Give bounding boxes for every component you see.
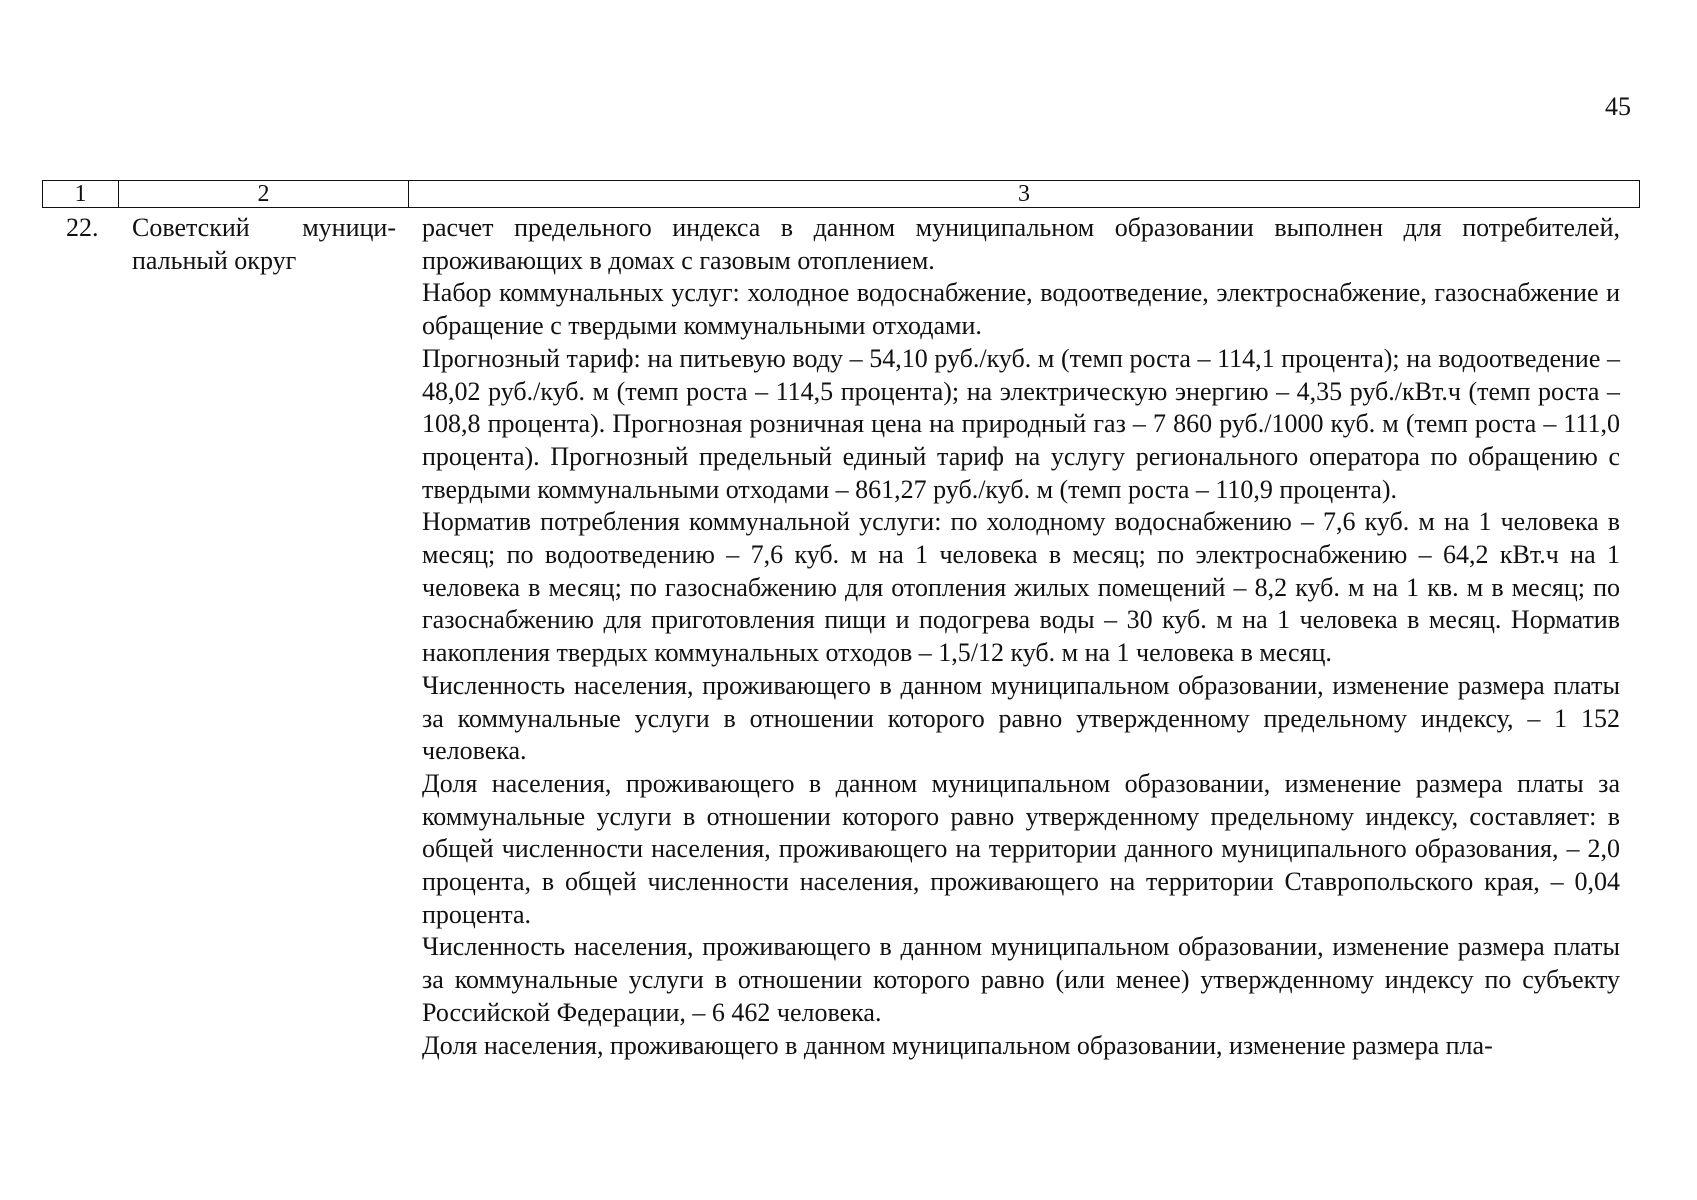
paragraph-calculation: расчет предельного индекса в данном муниципальном образовании выполнен для потребителей, проживающих в домах с газовым отоплением. [422,213,1620,275]
page-number: 45 [1605,92,1631,121]
paragraph-population-share-continued: Доля населения, проживающего в данном муниципальном образовании, изменение размера пла- [422,1030,1493,1060]
column-header-2: 2 [119,181,409,208]
paragraph-population-share: Доля населения, проживающего в данном муниципальном образовании, изменение размера платы за коммунальные услуги в отношении которого равно утвержденному предельному индексу, составляет: в общей численности населения, проживающего на территории данного муниципального образования, – 2,0 процента, в общей численности населения, проживающего на территории Ставропольского края, – 0,04 процента. [422,768,1620,929]
column-header-table [42,180,1640,208]
paragraph-population-count-federal: Численность населения, проживающего в данном муниципальном образовании, изменение размера платы за коммунальные услуги в отношении которого равно (или менее) утвержденному индексу по субъекту Российской Федерации, – 6 462 человека. [422,932,1620,1027]
paragraph-tariffs: Прогнозный тариф: на питьевую воду – 54,10 руб./куб. м (темп роста – 114,1 процента); на водоотведение – 48,02 руб./куб. м (темп роста – 114,5 процента); на электрическую энергию – 4,35 руб./кВт.ч (темп роста – 108,8 процента). Прогнозная розничная цена на природный газ – 7 860 руб./1000 куб. м (темп роста – 111,0 процента). Прогнозный предельный единый тариф на услугу регионального оператора по обращению с твердыми коммунальными отходами – 861,27 руб./куб. м (темп роста – 110,9 процента). [422,343,1620,504]
column-header-row [43,181,1640,208]
row-number: 22. [66,213,99,242]
municipality-name-part3: пальный округ [132,245,297,275]
municipality-name-part1: Советский [132,213,250,242]
municipality-name-line1 [132,212,396,245]
municipality-name [132,212,396,277]
municipality-name-part2: муници- [302,213,396,242]
paragraph-population-count: Численность населения, проживающего в данном муниципальном образовании, изменение размера платы за коммунальные услуги в отношении которого равно утвержденному предельному индексу, – 1 152 человека. [422,670,1620,766]
paragraph-norms: Норматив потребления коммунальной услуги: по холодному водоснабжению – 7,6 куб. м на 1 человека в месяц; по водоотведению – 7,6 куб. м на 1 человека в месяц; по электроснабжению – 64,2 кВт.ч на 1 человека в месяц; по газоснабжению для отопления жилых помещений – 8,2 куб. м на 1 кв. м в месяц; по газоснабжению для приготовления пищи и подогрева воды – 30 куб. м на 1 человека в месяц. Норматив накопления твердых коммунальных отходов – 1,5/12 куб. м на 1 человека в месяц. [422,507,1620,668]
row-content [422,212,1620,1062]
column-header-3: 3 [409,181,1640,208]
paragraph-services: Набор коммунальных услуг: холодное водоснабжение, водоотведение, электроснабжение, газоснабжение и обращение с твердыми коммунальными отходами. [422,278,1620,341]
column-header-1: 1 [43,181,119,208]
